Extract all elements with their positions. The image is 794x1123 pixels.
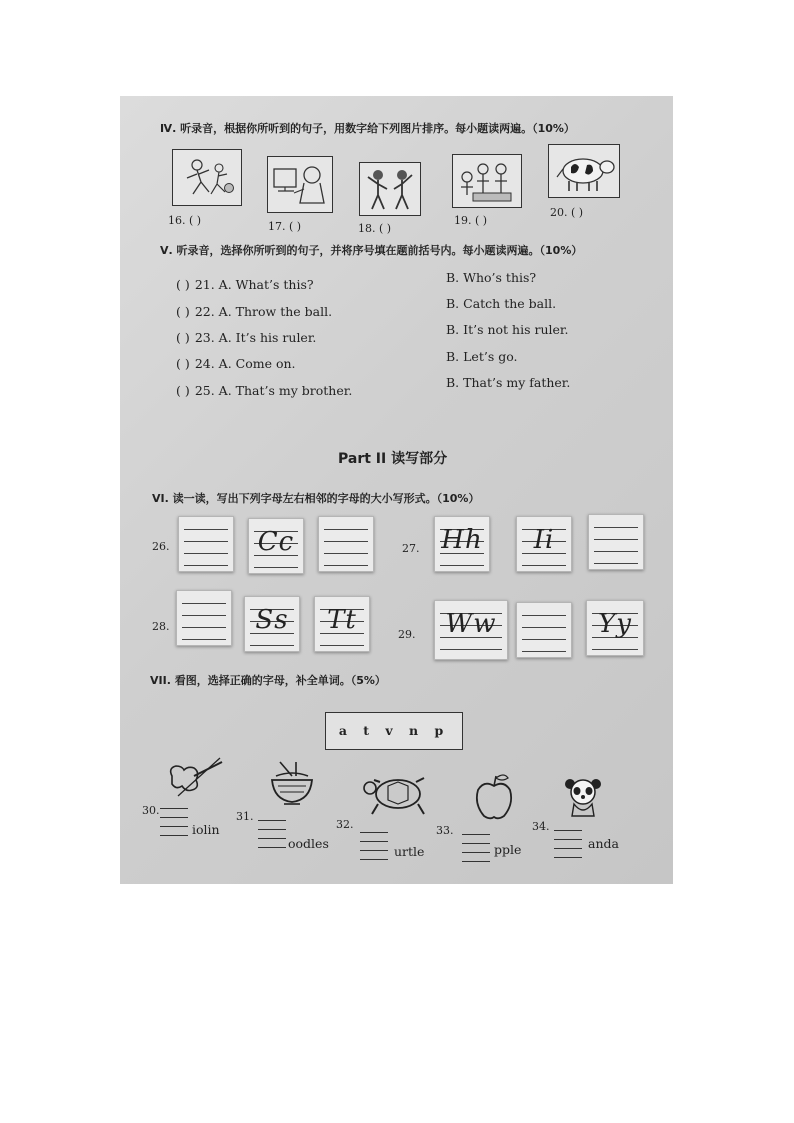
apple-picture — [474, 772, 514, 822]
letter-card-29-center[interactable] — [516, 602, 572, 658]
picture-17 — [267, 156, 333, 213]
letter-card-28-left[interactable] — [176, 590, 232, 646]
letter-card-28-right: Tt — [314, 596, 370, 652]
q23-row — [176, 327, 316, 346]
q21-option-a: 21. A. What’s this? — [194, 277, 314, 292]
item-16-label: 16. ( ) — [168, 214, 202, 227]
item-31-num: 31. — [236, 810, 254, 823]
letter-card-26-left[interactable] — [178, 516, 234, 572]
two-children-pointing-icon — [360, 163, 420, 215]
section-6-title: VI. 读一读，写出下列字母左右相邻的字母的大小写形式。（10%） — [152, 492, 480, 505]
letter-card-26-center: Cc — [248, 518, 304, 574]
family-group-icon — [453, 155, 521, 207]
row-27-num: 27. — [402, 542, 420, 555]
picture-20 — [548, 144, 620, 198]
q21-option-b: B. Who’s this? — [446, 270, 537, 285]
item-32-word-rest: urtle — [394, 844, 425, 859]
item-32-num: 32. — [336, 818, 354, 831]
q24-option-a: 24. A. Come on. — [194, 356, 296, 371]
picture-19 — [452, 154, 522, 208]
q25-row — [176, 380, 352, 399]
item-18-label: 18. ( ) — [358, 222, 392, 235]
q24-option-b: B. Let’s go. — [446, 349, 518, 364]
item-34-num: 34. — [532, 820, 550, 833]
section-5-title: Ⅴ. 听录音，选择你所听到的句子，并将序号填在题前括号内。每小题读两遍。（10%） — [160, 244, 583, 257]
q23-option-a: 23. A. It’s his ruler. — [194, 330, 317, 345]
q22-row — [176, 301, 332, 320]
turtle-picture — [362, 772, 434, 820]
q23-paren: ( ) — [176, 330, 190, 345]
q25-option-b: B. That’s my father. — [446, 375, 571, 390]
q23-option-b: B. It’s not his ruler. — [446, 322, 569, 337]
q21-paren: ( ) — [176, 277, 190, 292]
q24-row — [176, 353, 296, 372]
item-17-label: 17. ( ) — [268, 220, 302, 233]
worksheet-photo — [120, 96, 673, 884]
letter-card-27-right[interactable] — [588, 514, 644, 570]
q25-option-a: 25. A. That’s my brother. — [194, 383, 353, 398]
turtle-icon — [362, 772, 434, 820]
section-4-title: Ⅳ. 听录音，根据你所听到的句子，用数字给下列图片排序。每小题读两遍。（10%） — [160, 122, 575, 135]
row-28-num: 28. — [152, 620, 170, 633]
item-34-word-rest: anda — [588, 836, 619, 851]
cow-icon — [549, 145, 619, 197]
violin-picture — [164, 756, 228, 800]
noodles-bowl-icon — [266, 760, 318, 810]
picture-16 — [172, 149, 242, 206]
item-19-label: 19. ( ) — [454, 214, 488, 227]
letter-card-27-center: Ii — [516, 516, 572, 572]
letter-choices-box: a t v n p — [325, 712, 463, 750]
item-33-num: 33. — [436, 824, 454, 837]
row-26-num: 26. — [152, 540, 170, 553]
item-30-num: 30. — [142, 804, 160, 817]
noodles-picture — [266, 760, 318, 810]
child-at-computer-icon — [268, 157, 332, 212]
item-33-word-rest: pple — [494, 842, 522, 857]
q22-paren: ( ) — [176, 304, 190, 319]
item-20-label: 20. ( ) — [550, 206, 584, 219]
letter-card-26-right[interactable] — [318, 516, 374, 572]
row-29-num: 29. — [398, 628, 416, 641]
part-2-title: Part II 读写部分 — [338, 451, 448, 467]
letter-card-29-right: Yy — [586, 600, 644, 656]
item-31-word-rest: oodles — [288, 836, 329, 851]
q22-option-b: B. Catch the ball. — [446, 296, 557, 311]
picture-18 — [359, 162, 421, 216]
apple-icon — [474, 772, 514, 822]
q21-row — [176, 274, 314, 293]
letter-card-27-left: Hh — [434, 516, 490, 572]
panda-icon — [564, 776, 602, 820]
letter-card-28-center: Ss — [244, 596, 300, 652]
q22-option-a: 22. A. Throw the ball. — [194, 304, 333, 319]
q25-paren: ( ) — [176, 383, 190, 398]
section-7-title: VII. 看图，选择正确的字母，补全单词。（5%） — [150, 674, 386, 687]
kids-playing-football-icon — [173, 150, 241, 205]
letter-card-29-left: Ww — [434, 600, 508, 660]
violin-icon — [164, 756, 228, 800]
q24-paren: ( ) — [176, 356, 190, 371]
item-30-word-rest: iolin — [192, 822, 220, 837]
panda-picture — [564, 776, 602, 820]
